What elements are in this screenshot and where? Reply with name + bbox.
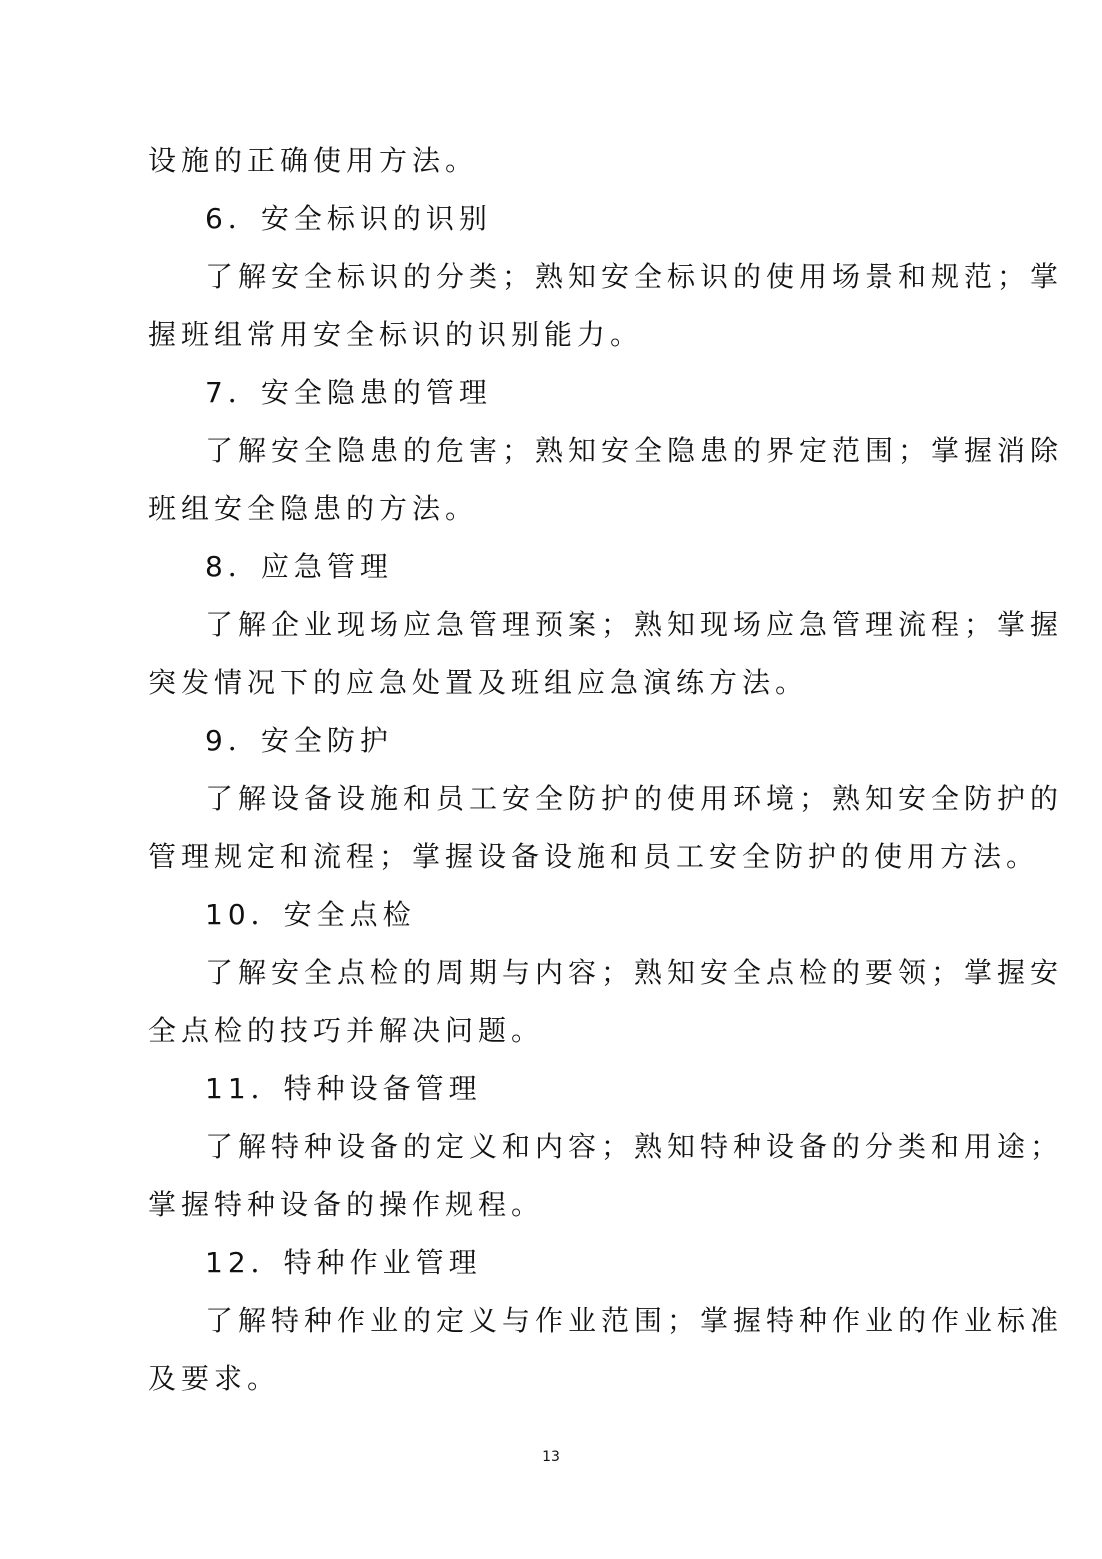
body-text-line: 突发情况下的应急处置及班组应急演练方法。: [148, 666, 809, 699]
body-text-line: 设施的正确使用方法。: [148, 144, 479, 177]
body-text-line: 班组安全隐患的方法。: [148, 492, 479, 525]
body-text-line: 了解设备设施和员工安全防护的使用环境；熟知安全防护的: [205, 782, 1064, 815]
body-text-line: 了解企业现场应急管理预案；熟知现场应急管理流程；掌握: [205, 608, 1064, 641]
body-text-line: 管理规定和流程；掌握设备设施和员工安全防护的使用方法。: [148, 840, 1040, 873]
section-heading-8: 8．应急管理: [205, 550, 393, 583]
section-heading-7: 7．安全隐患的管理: [205, 376, 492, 409]
section-heading-9: 9．安全防护: [205, 724, 393, 757]
section-heading-6: 6．安全标识的识别: [205, 202, 492, 235]
body-text-line: 及要求。: [148, 1362, 281, 1395]
page-number: 13: [542, 1449, 560, 1465]
section-heading-11: 11．特种设备管理: [205, 1072, 482, 1105]
section-heading-12: 12．特种作业管理: [205, 1246, 482, 1279]
section-heading-10: 10．安全点检: [205, 898, 416, 931]
body-text-line: 全点检的技巧并解决问题。: [148, 1014, 545, 1047]
body-text-line: 握班组常用安全标识的识别能力。: [148, 318, 644, 351]
body-text-line: 掌握特种设备的操作规程。: [148, 1188, 545, 1221]
body-text-line: 了解特种设备的定义和内容；熟知特种设备的分类和用途；: [205, 1130, 1064, 1163]
body-text-line: 了解安全隐患的危害；熟知安全隐患的界定范围；掌握消除: [205, 434, 1064, 467]
body-text-line: 了解特种作业的定义与作业范围；掌握特种作业的作业标准: [205, 1304, 1064, 1337]
body-text-line: 了解安全标识的分类；熟知安全标识的使用场景和规范；掌: [205, 260, 1064, 293]
body-text-line: 了解安全点检的周期与内容；熟知安全点检的要领；掌握安: [205, 956, 1064, 989]
